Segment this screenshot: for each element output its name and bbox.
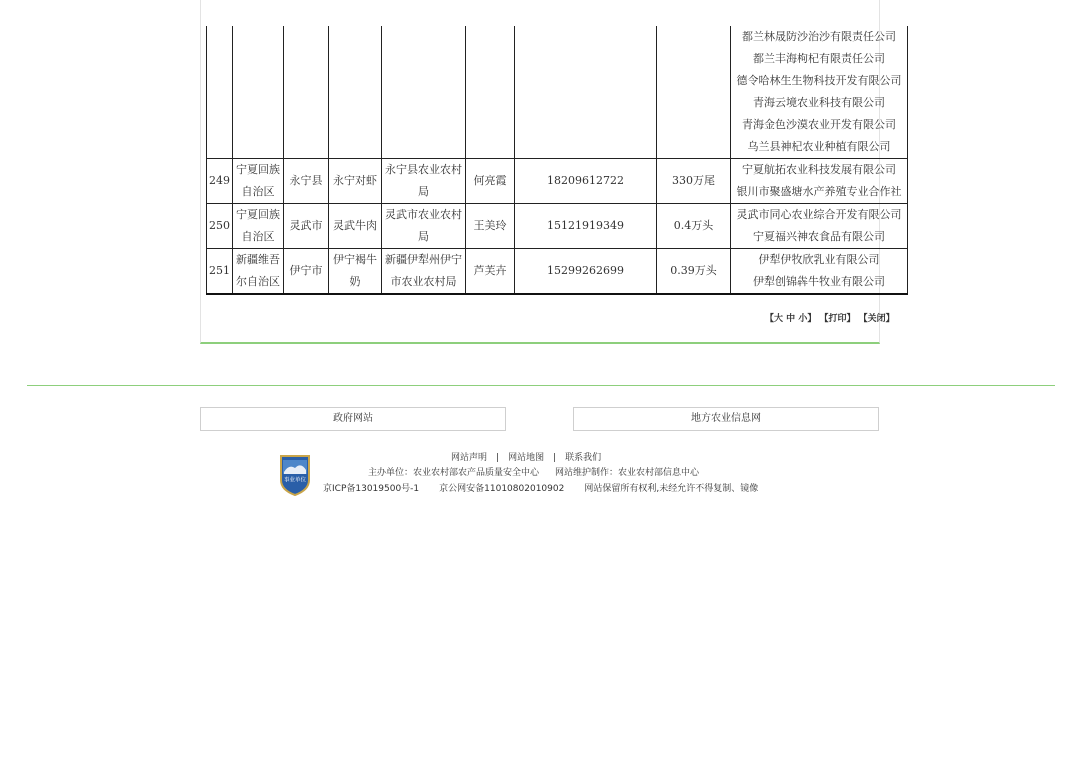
sponsor-text: 主办单位：农业农村部农产品质量安全中心 [368,468,540,478]
table-row [207,249,908,295]
product-cell: 永宁对虾 [329,159,382,204]
footer-nav [451,450,601,463]
row-number: 250 [207,204,233,249]
footer-record-line [323,481,758,494]
bureau-line: 永宁县农业农村 [385,163,462,176]
region-cell [233,159,284,204]
gov-sites-dropdown[interactable]: 政府网站 [200,407,506,431]
row-number: 249 [207,159,233,204]
region-line: 宁夏回族 [236,163,280,176]
contact-cell: 何亮霞 [466,159,515,204]
company-name: 青海金色沙漠农业开发有限公司 [742,118,896,131]
scale-cell: 0.4万头 [657,204,731,249]
table-row [207,26,908,159]
region-cell [233,249,284,295]
companies-cell [731,159,908,204]
bureau-line: 新疆伊犁州伊宁 [385,253,462,266]
scale-cell: 330万尾 [657,159,731,204]
close-button[interactable]: 【关闭】 [858,314,895,324]
company-name: 都兰林晟防沙治沙有限责任公司 [742,30,896,43]
companies-cell [731,204,908,249]
phone-cell: 15299262699 [515,249,657,295]
font-size-tools [765,311,895,324]
police-record-link[interactable]: 京公网安备11010802010902 [439,484,565,494]
maintainer-text: 网站维护制作：农业农村部信息中心 [555,468,700,478]
region-line: 新疆维吾 [236,253,280,266]
public-institution-badge-icon[interactable] [277,452,313,496]
company-name: 伊犁创锦犇牛牧业有限公司 [753,275,885,288]
contact-cell: 芦芙卉 [466,249,515,295]
separator: | [496,453,500,463]
region-line: 尔自治区 [236,275,280,288]
companies-cell [731,26,908,159]
footer-divider [27,385,1055,386]
company-name: 乌兰县神杞农业种植有限公司 [747,140,891,153]
region-line: 自治区 [241,185,275,198]
scale-cell: 0.39万头 [657,249,731,295]
product-cell: 灵武牛肉 [329,204,382,249]
bracket-close: 】 [807,314,817,324]
font-small-button[interactable]: 小 [798,314,808,324]
product-table [206,26,908,295]
bureau-line: 灵武市农业农村 [385,208,462,221]
product-line: 伊宁褐牛 [333,253,377,266]
county-cell: 灵武市 [284,204,329,249]
table-row [207,159,908,204]
bureau-cell [382,204,466,249]
company-name: 灵武市同心农业综合开发有限公司 [736,208,902,221]
region-cell [233,204,284,249]
site-statement-link[interactable]: 网站声明 [451,453,488,463]
footer-sponsor-line [368,465,699,478]
row-number: 251 [207,249,233,295]
phone-cell: 18209612722 [515,159,657,204]
icp-record-link[interactable]: 京ICP备13019500号-1 [323,484,420,494]
product-cell [329,249,382,295]
companies-cell [731,249,908,295]
company-name: 伊犁伊牧欣乳业有限公司 [758,253,880,266]
font-large-button[interactable]: 大 [774,314,784,324]
region-line: 宁夏回族 [236,208,280,221]
bureau-line: 局 [418,185,429,198]
font-medium-button[interactable]: 中 [786,314,796,324]
contact-us-link[interactable]: 联系我们 [565,453,602,463]
company-name: 宁夏福兴神农食品有限公司 [753,230,885,243]
contact-cell: 王美玲 [466,204,515,249]
bureau-line: 市农业农村局 [390,275,457,288]
county-cell: 伊宁市 [284,249,329,295]
company-name: 德令哈林生生物科技开发有限公司 [736,74,902,87]
separator: | [553,453,557,463]
badge-label: 事业单位 [283,477,307,484]
bracket-open: 【 [765,314,775,324]
bureau-cell [382,159,466,204]
region-line: 自治区 [241,230,275,243]
bureau-line: 局 [418,230,429,243]
company-name: 宁夏航拓农业科技发展有限公司 [742,163,896,176]
print-button[interactable]: 【打印】 [819,314,856,324]
bureau-cell [382,249,466,295]
sitemap-link[interactable]: 网站地图 [508,453,545,463]
county-cell: 永宁县 [284,159,329,204]
company-name: 都兰丰海枸杞有限责任公司 [753,52,885,65]
local-agri-sites-dropdown[interactable]: 地方农业信息网 [573,407,879,431]
company-name: 银川市聚盛塘水产养殖专业合作社 [736,185,902,198]
table-row [207,204,908,249]
rights-text: 网站保留所有权利,未经允许不得复制、镜像 [584,484,759,494]
product-line: 奶 [349,275,361,288]
phone-cell: 15121919349 [515,204,657,249]
company-name: 青海云境农业科技有限公司 [753,96,885,109]
